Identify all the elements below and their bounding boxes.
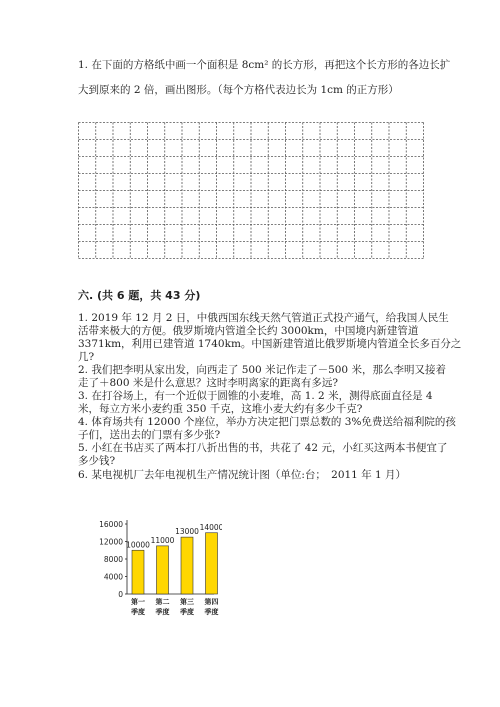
chart-canvas	[92, 506, 222, 631]
y-tick-label: 8000	[103, 555, 123, 564]
x-category-label: 第一	[131, 598, 145, 606]
problem-line: 几?	[78, 351, 95, 363]
y-tick-label: 12000	[99, 537, 123, 547]
bar	[157, 546, 169, 594]
bar-data-label: 14000	[199, 522, 222, 532]
section-title: 六. (共 6 题，共 43 分)	[78, 289, 201, 302]
problem-line: 4. 体育场共有 12000 个座位，举办方决定把门票总数的 3%免费送给福利院的孩	[78, 416, 456, 428]
bar	[132, 550, 144, 594]
problem-line: 6. 某电视机厂去年电视机生产情况统计图（单位:台； 2011 年 1 月）	[78, 469, 407, 481]
x-category-label: 第二	[155, 598, 170, 606]
problem-line: 活带来极大的方便。俄罗斯境内管道全长约 3000km，中国境内新建管道	[78, 325, 419, 337]
x-category-label: 季度	[131, 608, 145, 616]
question-text-line: 大到原来的 2 倍，画出图形。（每个方格代表边长为 1cm 的正方形）	[78, 84, 399, 96]
y-tick-label: 0	[118, 590, 123, 599]
bar	[206, 533, 218, 594]
bar-data-label: 11000	[150, 535, 175, 545]
y-tick-label: 4000	[103, 572, 123, 582]
x-category-label: 季度	[155, 608, 170, 616]
problem-line: 3371km，利用已建管道 1740km。中国新建管道比俄罗斯境内管道全长多百分之	[78, 338, 462, 350]
problem-line: 米，每立方米小麦约重 350 千克，这堆小麦大约有多少千克?	[78, 403, 363, 415]
problem-line: 多少钱?	[78, 455, 116, 467]
bar-data-label: 13000	[175, 527, 199, 537]
bar	[181, 537, 193, 594]
problem-line: 1. 2019 年 12 月 2 日，中俄西国东线天然气管道正式投产通气，给我国人民生	[78, 312, 449, 324]
y-tick-label: 16000	[99, 520, 123, 529]
production-bar-chart	[92, 506, 222, 631]
x-category-label: 季度	[180, 608, 194, 616]
problem-line: 2. 我们把李明从家出发，向西走了 500 米记作走了－500 米，那么李明又接着	[78, 364, 446, 376]
problem-line: 子们，送出去的门票有多少张?	[78, 429, 221, 441]
x-category-label: 第三	[180, 598, 194, 606]
bar-data-label: 10000	[126, 540, 150, 550]
x-category-label: 季度	[204, 608, 219, 616]
problem-line: 走了＋800 米是什么意思？这时李明离家的距离有多远?	[78, 377, 339, 389]
problem-line: 5. 小红在书店买了两本打八折出售的书，共花了 42 元，小红买这两本书便宜了	[78, 442, 448, 454]
problem-line: 3. 在打谷场上，有一个近似于圆锥的小麦堆，高 1. 2 米，测得底面直径是 4	[78, 390, 433, 402]
x-category-label: 第四	[204, 598, 219, 606]
graph-paper-grid	[78, 122, 424, 259]
question-text-line: 1. 在下面的方格纸中画一个面积是 8cm² 的长方形，再把这个长方形的各边长扩	[78, 59, 451, 71]
